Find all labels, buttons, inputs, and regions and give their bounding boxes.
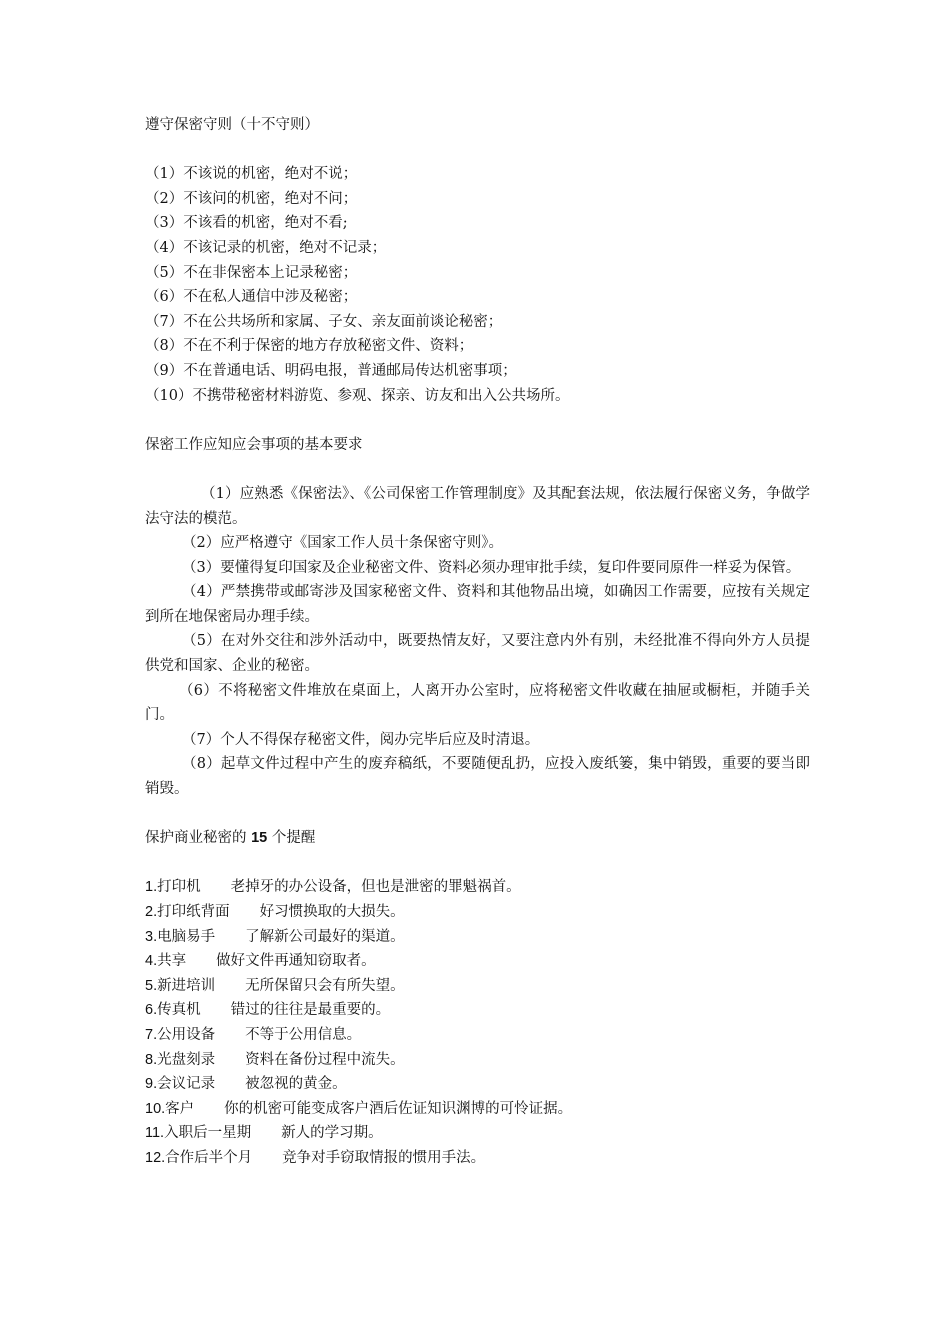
tip-item (145, 925, 810, 950)
tip-title: 新进培训 (157, 977, 216, 994)
spacer (145, 851, 810, 876)
tip-title: 打印纸背面 (157, 904, 230, 920)
section3-title-suffix: 个提醒 (271, 830, 316, 847)
tip-desc: 了解新公司最好的渠道。 (245, 928, 405, 945)
tip-desc: 不等于公用信息。 (245, 1026, 362, 1043)
tip-number: 11. (145, 1125, 165, 1142)
tip-desc: 资料在备份过程中流失。 (245, 1051, 405, 1068)
tip-desc: 好习惯换取的大损失。 (259, 904, 405, 920)
document-body (145, 113, 810, 1171)
tip-item (145, 1146, 810, 1171)
requirement-paragraph: （4）严禁携带或邮寄涉及国家秘密文件、资料和其他物品出境，如确因工作需要，应按有关规定到所在地保密局办理手续。 (145, 584, 810, 625)
tip-desc: 老掉牙的办公设备，但也是泄密的罪魁祸首。 (230, 879, 521, 896)
tip-title: 打印机 (157, 879, 201, 896)
requirement-paragraph: （5）在对外交往和涉外活动中，既要热情友好，又要注意内外有别，未经批准不得向外方人员提供党和国家、企业的秘密。 (145, 633, 810, 675)
tip-title: 共享 (157, 953, 187, 970)
tip-title: 合作后半个月 (165, 1149, 253, 1166)
tip-item (145, 974, 810, 999)
spacer (145, 802, 810, 827)
requirement-paragraph: （6）不将秘密文件堆放在桌面上，人离开办公室时，应将秘密文件收藏在抽屉或橱柜，并随手关门。 (145, 682, 810, 724)
tip-title: 公用设备 (157, 1026, 216, 1043)
requirement-paragraph: （8）起草文件过程中产生的废弃稿纸，不要随便乱扔，应投入废纸篓，集中销毁，重要的要当即销毁。 (145, 756, 810, 798)
tip-number: 4. (145, 953, 158, 970)
section1-title: 遵守保密守则（十不守则） (145, 117, 319, 133)
tip-desc: 错过的往往是最重要的。 (230, 1002, 391, 1019)
tip-number: 12. (145, 1149, 166, 1166)
tip-item (145, 900, 810, 925)
tip-number: 6. (145, 1002, 158, 1019)
tip-item (145, 875, 810, 900)
section3-title (145, 826, 810, 851)
tip-number: 10. (145, 1100, 166, 1117)
tip-item (145, 998, 810, 1023)
section1-list (145, 162, 810, 408)
tip-number: 3. (145, 928, 158, 945)
spacer (145, 138, 810, 163)
list-item: （10）不携带秘密材料游览、参观、探亲、访友和出入公共场所。 (145, 387, 570, 404)
spacer (145, 457, 810, 482)
tip-title: 光盘刻录 (157, 1051, 216, 1068)
tip-item (145, 1072, 810, 1097)
tip-number: 9. (145, 1076, 158, 1093)
tip-title: 传真机 (157, 1002, 201, 1019)
requirement-paragraph: （3）要懂得复印国家及企业秘密文件、资料必须办理审批手续，复印件要同原件一样妥为保管。 (182, 559, 801, 576)
tip-item (145, 1048, 810, 1073)
list-item: （7）不在公共场所和家属、子女、亲友面前谈论秘密； (145, 313, 503, 330)
list-item: （3）不该看的机密，绝对不看; (145, 215, 348, 232)
tip-title: 会议记录 (157, 1076, 216, 1093)
list-item: （9）不在普通电话、明码电报，普通邮局传达机密事项； (145, 362, 517, 379)
tip-desc: 新人的学习期。 (281, 1125, 383, 1142)
tip-title: 入职后一星期 (164, 1125, 252, 1142)
list-item: （8）不在不利于保密的地方存放秘密文件、资料； (145, 338, 474, 355)
tip-desc: 被忽视的黄金。 (245, 1076, 347, 1093)
section2-title: 保密工作应知应会事项的基本要求 (145, 436, 363, 453)
tip-number: 2. (145, 904, 158, 920)
requirement-paragraph: （7）个人不得保存秘密文件，阅办完毕后应及时清退。 (182, 731, 540, 748)
requirement-paragraph: （2）应严格遵守《国家工作人员十条保密守则》。 (182, 535, 503, 552)
list-item: （4）不该记录的机密，绝对不记录； (145, 239, 387, 256)
section3-title-number: 15 (251, 830, 268, 847)
tip-number: 5. (145, 977, 158, 994)
tip-number: 1. (145, 879, 158, 896)
tip-desc: 竞争对手窃取情报的惯用手法。 (282, 1149, 486, 1166)
list-item: （5）不在非保密本上记录秘密； (145, 264, 358, 281)
spacer (145, 408, 810, 433)
list-item: （2）不该问的机密，绝对不问； (145, 190, 358, 207)
tip-desc: 做好文件再通知窃取者。 (216, 953, 376, 970)
tip-title: 电脑易手 (157, 928, 216, 945)
list-item: （6）不在私人通信中涉及秘密； (145, 289, 358, 306)
tip-desc: 你的机密可能变成客户酒后佐证知识渊博的可怜证据。 (224, 1100, 573, 1117)
list-item: （1）不该说的机密，绝对不说； (145, 166, 358, 183)
tip-item (145, 1097, 810, 1122)
tip-item (145, 1023, 810, 1048)
tip-number: 8. (145, 1051, 158, 1068)
tips-list (145, 875, 810, 1170)
section3-title-prefix: 保护商业秘密的 (145, 830, 247, 847)
tip-item (145, 949, 810, 974)
tip-item (145, 1121, 810, 1146)
tip-number: 7. (145, 1026, 158, 1043)
requirement-paragraph: （1）应熟悉《保密法》、《公司保密工作管理制度》及其配套法规，依法履行保密义务，争做学法守法的模范。 (145, 485, 810, 527)
tip-title: 客户 (165, 1100, 195, 1117)
tip-desc: 无所保留只会有所失望。 (245, 977, 405, 994)
